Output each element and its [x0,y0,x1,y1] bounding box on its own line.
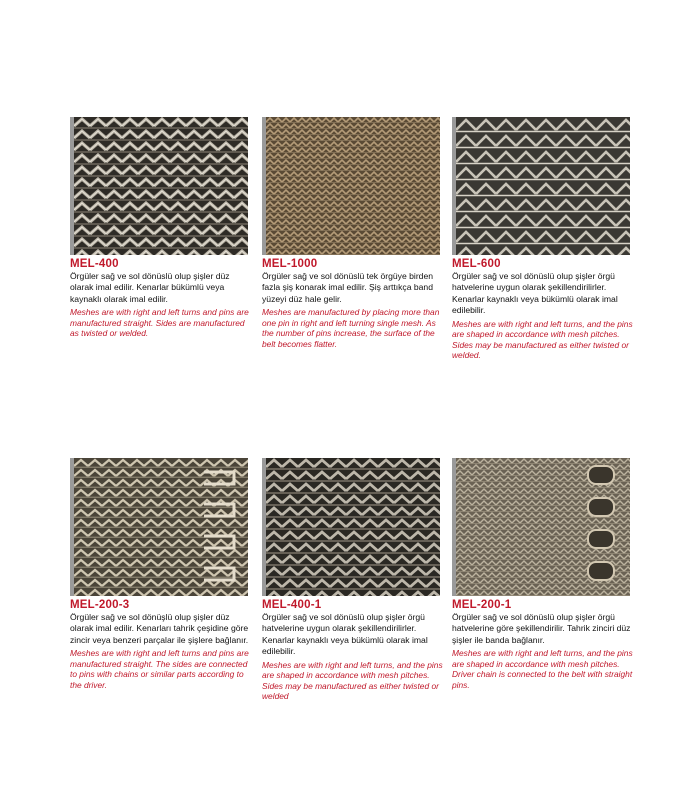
description-english: Meshes are manufactured by placing more than one pin in right and left turning single mesh. As the number of pins increase, the surface of the belt becomes flatter. [262,307,440,349]
description-turkish: Örgüler sağ ve sol dönüslü tek örgüye birden fazla şiş konarak imal edilir. Şiş arttıkça band yüzeyi düz hale gelir. [262,271,434,304]
product-card-mel-400 [70,117,252,339]
description-turkish: Örgüler sağ ve sol dönüslü olup şişler örgü hatvelerine uygun olarak şekillendirilirler. Kenarlar kaynaklı veya bükümlü olarak imal edilebilir. [452,271,618,316]
description-english: Meshes are with right and left turns, and the pins are shaped in accordance with mesh pitches. Driver chain is connected to the belt with straight pins. [452,648,633,690]
product-card-mel-200-1 [452,458,634,691]
product-card-mel-400-1 [262,458,444,702]
mesh-photo [452,117,630,255]
mesh-photo [262,458,440,596]
product-code: MEL-1000 [262,258,318,270]
description-turkish: Örgüler sağ ve sol dönüslü olup şişler düz olarak imal edilir. Kenarlar bükümlü veya kaynaklı olarak imal edilir. [70,271,230,304]
product-code: MEL-600 [452,258,501,270]
mesh-photo [70,117,248,255]
mesh-photo [70,458,248,596]
description-turkish: Örgüler sağ ve sol dönüslü olup şişler örgü hatvelerine göre şekillendirilir. Tahrik zinciri düz şişler ile banda bağlanır. [452,612,631,645]
product-code: MEL-200-3 [70,599,130,611]
product-code: MEL-400-1 [262,599,322,611]
product-code: MEL-400 [70,258,119,270]
description-english: Meshes are with right and left turns and pins are manufactured straight. The sides are connected to pins with chains or similar parts according to the driver. [70,648,249,690]
product-code: MEL-200-1 [452,599,512,611]
description-english: Meshes are with right and left turns, and the pins are shaped in accordance with mesh pitches. Sides may be manufactured as either twisted or welded. [452,318,633,361]
description-turkish: Örgüler sağ ve sol dönüslü olup şişler örgü hatvelerine uygun olarak şekillendirilirler. Kenarlar kaynaklı veya bükümlü olarak imal edilebilir. [262,612,428,657]
product-card-mel-200-3 [70,458,252,691]
description-english: Meshes are with right and left turns, and the pins are shaped in accordance with mesh pitches. Sides may be manufactured as either twisted or welded [262,659,443,702]
product-card-mel-600 [452,117,634,361]
description-turkish: Örgüler sağ ve sol dönüşlü olup şişler düz olarak imal edilir. Kenarları tahrik çeşidine göre zincir veya benzeri parçalar ile şişlere bağlanır. [70,612,249,645]
mesh-photo [262,117,440,255]
description-english: Meshes are with right and left turns and pins are manufactured straight. Sides are manufactured as twisted or welded. [70,307,249,339]
mesh-photo [452,458,630,596]
product-card-mel-1000 [262,117,444,350]
